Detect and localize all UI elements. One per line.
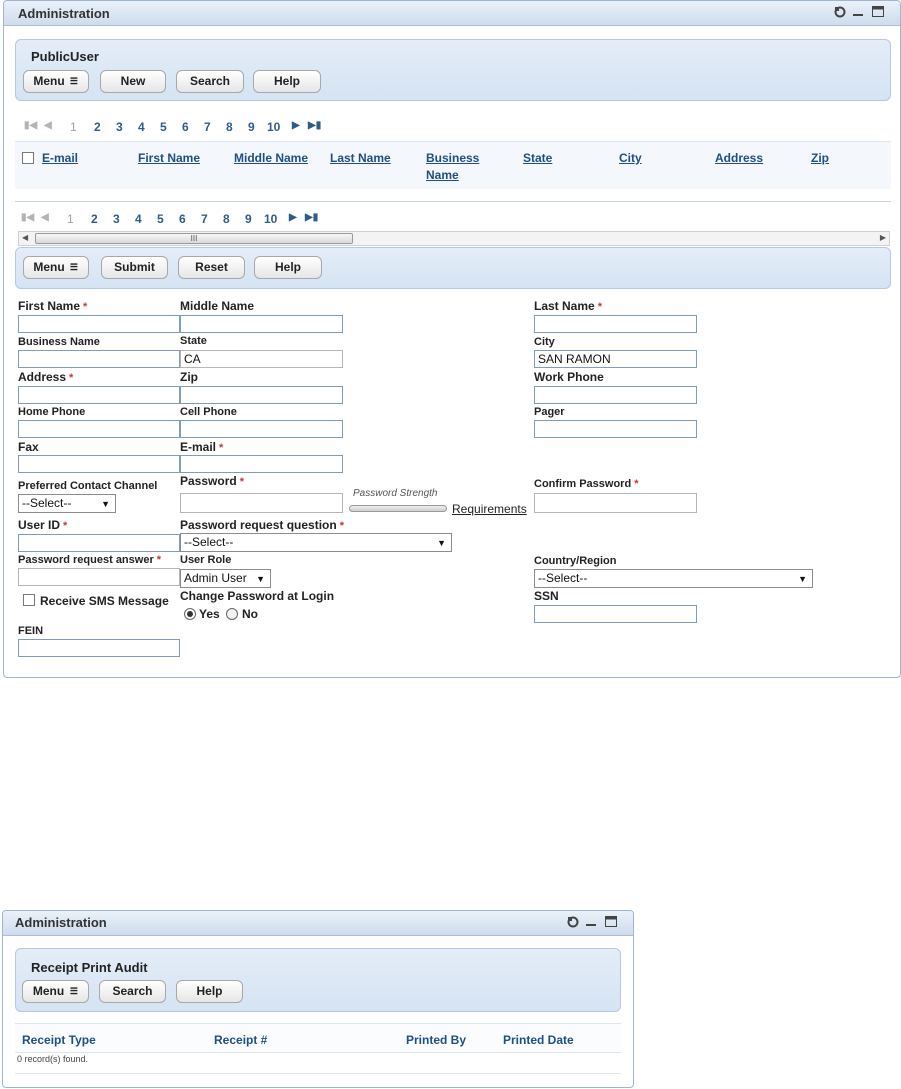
administration-window-2	[2, 910, 634, 1088]
pager-top	[24, 120, 344, 136]
help-button[interactable]: Help	[176, 980, 243, 1003]
user-id-input[interactable]	[18, 534, 180, 552]
page-link[interactable]: 2	[91, 212, 98, 226]
cell-phone-input[interactable]	[180, 420, 343, 438]
last-name-label	[534, 299, 602, 313]
first-page-icon[interactable]: ▮◀	[24, 120, 38, 131]
panel-title: PublicUser	[31, 49, 99, 64]
middle-name-input[interactable]	[180, 315, 343, 333]
column-state[interactable]: State	[523, 151, 553, 165]
requirements-link[interactable]: Requirements	[452, 502, 527, 516]
column-address[interactable]: Address	[715, 151, 764, 165]
no-radio[interactable]	[226, 608, 238, 620]
column-last-name[interactable]: Last Name	[330, 151, 391, 165]
address-label	[18, 370, 73, 384]
publicuser-toolbar	[15, 39, 891, 101]
required-marker: *	[634, 478, 639, 490]
page-link[interactable]: 5	[157, 212, 164, 226]
city-input[interactable]	[534, 350, 697, 368]
required-marker: *	[156, 554, 162, 566]
column-middle-name[interactable]: Middle Name	[234, 151, 309, 165]
menu-dropdown-icon: ☰	[69, 986, 78, 996]
menu-dropdown-icon: ☰	[69, 262, 78, 272]
page-link[interactable]: 9	[245, 212, 252, 226]
help-button[interactable]: Help	[254, 256, 322, 279]
window-controls	[567, 916, 627, 930]
chevron-down-icon: ▼	[101, 499, 110, 509]
page-link[interactable]: 1	[67, 212, 74, 226]
page-link[interactable]: 10	[264, 212, 278, 226]
pager-input[interactable]	[534, 420, 697, 438]
city-label: City	[534, 336, 555, 348]
email-label	[180, 440, 223, 454]
scroll-thumb[interactable]: III	[35, 233, 353, 244]
required-marker: *	[69, 372, 74, 384]
administration-window	[3, 0, 901, 678]
receipt-toolbar	[15, 948, 621, 1012]
fein-label: FEIN	[18, 625, 44, 637]
yes-radio[interactable]	[184, 608, 196, 620]
user-role-select[interactable]	[180, 569, 271, 588]
menu-button-label: Menu	[32, 984, 65, 998]
menu-button[interactable]	[22, 980, 89, 1003]
menu-dropdown-icon: ☰	[69, 76, 78, 86]
page-link[interactable]: 2	[94, 120, 101, 134]
ssn-label: SSN	[534, 589, 559, 603]
pager-label: Pager	[534, 406, 565, 418]
first-page-icon[interactable]: ▮◀	[21, 212, 35, 223]
required-marker: *	[83, 301, 88, 313]
required-marker: *	[63, 520, 68, 532]
user-role-label: User Role	[180, 554, 232, 566]
zip-label: Zip	[180, 370, 198, 384]
first-name-text: First Name	[18, 299, 81, 313]
first-name-input[interactable]	[18, 315, 180, 333]
maximize-icon[interactable]	[872, 6, 884, 21]
menu-button[interactable]	[23, 256, 89, 279]
search-button[interactable]: Search	[99, 980, 166, 1003]
fax-input[interactable]	[18, 455, 180, 473]
receipt-table-header	[15, 1023, 621, 1053]
next-page-icon[interactable]: ▶	[289, 212, 297, 223]
submit-button[interactable]: Submit	[101, 256, 168, 279]
window-titlebar	[4, 1, 900, 26]
page-link[interactable]: 9	[248, 120, 255, 134]
select-all-checkbox[interactable]	[22, 152, 34, 164]
confirm-password-text: Confirm Password	[534, 478, 632, 490]
country-value: --Select--	[538, 571, 588, 585]
last-name-text: Last Name	[534, 299, 595, 313]
pager-bottom	[21, 212, 341, 228]
page-link[interactable]: 7	[201, 212, 208, 226]
home-phone-input[interactable]	[18, 420, 180, 438]
window-title: Administration	[18, 6, 110, 21]
fein-input[interactable]	[18, 639, 180, 657]
pw-answer-label	[18, 554, 161, 566]
page-link[interactable]: 6	[182, 120, 189, 134]
pw-question-select[interactable]	[180, 533, 452, 552]
preferred-contact-label: Preferred Contact Channel	[18, 480, 158, 492]
required-marker: *	[219, 442, 224, 454]
refresh-icon[interactable]	[834, 6, 846, 21]
password-input[interactable]	[180, 493, 343, 513]
cell-phone-label: Cell Phone	[180, 406, 237, 418]
column-first-name[interactable]: First Name	[138, 151, 201, 165]
work-phone-label: Work Phone	[534, 370, 604, 384]
email-input[interactable]	[180, 455, 343, 473]
last-page-icon[interactable]: ▶▮	[308, 120, 322, 131]
column-printed-by[interactable]: Printed By	[406, 1033, 467, 1047]
user-id-text: User ID	[18, 518, 61, 532]
column-business-name[interactable]	[426, 150, 479, 184]
help-button[interactable]: Help	[253, 70, 321, 93]
preferred-contact-value: --Select--	[22, 496, 72, 510]
table-header	[15, 141, 891, 189]
work-phone-input[interactable]	[534, 386, 697, 404]
required-marker: *	[339, 520, 344, 532]
password-strength-bar	[349, 505, 447, 512]
page-link[interactable]: 3	[116, 120, 123, 134]
ssn-input[interactable]	[534, 605, 697, 623]
home-phone-label: Home Phone	[18, 406, 86, 418]
minimize-icon[interactable]	[585, 916, 597, 931]
country-select[interactable]	[534, 569, 813, 588]
column-receipt-number[interactable]: Receipt #	[214, 1033, 268, 1047]
address-text: Address	[18, 370, 67, 384]
reset-button[interactable]: Reset	[178, 256, 245, 279]
scroll-right-icon[interactable]: ▶	[879, 233, 886, 242]
page-link[interactable]: 6	[179, 212, 186, 226]
pw-question-value: --Select--	[184, 535, 234, 549]
page-link[interactable]: 7	[204, 120, 211, 134]
radio-dot-icon	[187, 611, 193, 617]
state-label: State	[180, 335, 207, 347]
chevron-down-icon: ▼	[798, 574, 807, 584]
scroll-left-icon[interactable]: ◀	[22, 233, 29, 242]
maximize-icon[interactable]	[605, 916, 617, 931]
user-id-label	[18, 518, 67, 532]
minimize-icon[interactable]	[852, 6, 864, 21]
user-role-value: Admin User	[184, 571, 247, 585]
table-divider	[15, 1073, 621, 1074]
page-link[interactable]: 3	[113, 212, 120, 226]
first-name-label	[18, 299, 87, 313]
zip-input[interactable]	[180, 386, 343, 404]
state-input[interactable]	[180, 350, 343, 368]
menu-button-label: Menu	[33, 74, 65, 88]
refresh-icon[interactable]	[567, 916, 579, 931]
chevron-down-icon: ▼	[437, 538, 446, 548]
pw-question-label	[180, 518, 344, 532]
column-name-label: Name	[426, 168, 459, 182]
table-divider	[15, 201, 891, 202]
change-pw-label: Change Password at Login	[180, 589, 335, 603]
password-strength-label: Password Strength	[353, 488, 438, 499]
country-label: Country/Region	[534, 555, 617, 567]
middle-name-label: Middle Name	[180, 299, 255, 313]
form-toolbar	[15, 247, 891, 289]
pw-answer-input[interactable]	[18, 568, 180, 586]
page-link[interactable]: 5	[160, 120, 167, 134]
search-button[interactable]: Search	[176, 70, 244, 93]
password-label	[180, 474, 244, 488]
last-page-icon[interactable]: ▶▮	[305, 212, 319, 223]
column-email[interactable]: E-mail	[42, 151, 79, 165]
pw-answer-text: Password request answer	[18, 554, 154, 566]
required-marker: *	[597, 301, 602, 313]
next-page-icon[interactable]: ▶	[292, 120, 300, 131]
page-link[interactable]: 4	[135, 212, 142, 226]
receive-sms-label: Receive SMS Message	[40, 594, 169, 608]
last-name-input[interactable]	[534, 315, 697, 333]
confirm-password-input[interactable]	[534, 493, 697, 513]
menu-button-label: Menu	[33, 260, 65, 274]
column-zip[interactable]: Zip	[811, 151, 829, 165]
horizontal-scrollbar[interactable]	[18, 231, 890, 246]
column-city[interactable]: City	[619, 151, 642, 165]
column-printed-date[interactable]: Printed Date	[503, 1033, 574, 1047]
page-link[interactable]: 4	[138, 120, 145, 134]
business-name-input[interactable]	[18, 350, 180, 368]
records-count: 0 record(s) found.	[17, 1054, 89, 1064]
address-input[interactable]	[18, 386, 180, 404]
column-business-label: Business	[426, 151, 480, 165]
fax-label: Fax	[18, 440, 39, 454]
panel-title: Receipt Print Audit	[31, 960, 148, 975]
required-marker: *	[239, 476, 244, 488]
email-text: E-mail	[180, 440, 217, 454]
window-titlebar	[3, 911, 633, 936]
page-link[interactable]: 1	[70, 120, 77, 134]
page-link[interactable]: 10	[267, 120, 281, 134]
business-name-label: Business Name	[18, 336, 100, 348]
pw-question-text: Password request question	[180, 518, 337, 532]
window-title: Administration	[15, 915, 107, 930]
page-link[interactable]: 8	[223, 212, 230, 226]
prev-page-icon[interactable]: ◀	[41, 212, 49, 223]
preferred-contact-select[interactable]	[18, 494, 116, 513]
password-text: Password	[180, 474, 237, 488]
new-button[interactable]: New	[100, 70, 166, 93]
confirm-password-label	[534, 478, 638, 490]
page-link[interactable]: 8	[226, 120, 233, 134]
no-label: No	[242, 607, 258, 621]
receive-sms-checkbox[interactable]	[23, 594, 35, 606]
window-controls	[834, 6, 894, 20]
yes-label: Yes	[199, 607, 220, 621]
chevron-down-icon: ▼	[256, 574, 265, 584]
column-receipt-type[interactable]: Receipt Type	[22, 1033, 96, 1047]
menu-button[interactable]	[23, 70, 89, 93]
prev-page-icon[interactable]: ◀	[44, 120, 52, 131]
